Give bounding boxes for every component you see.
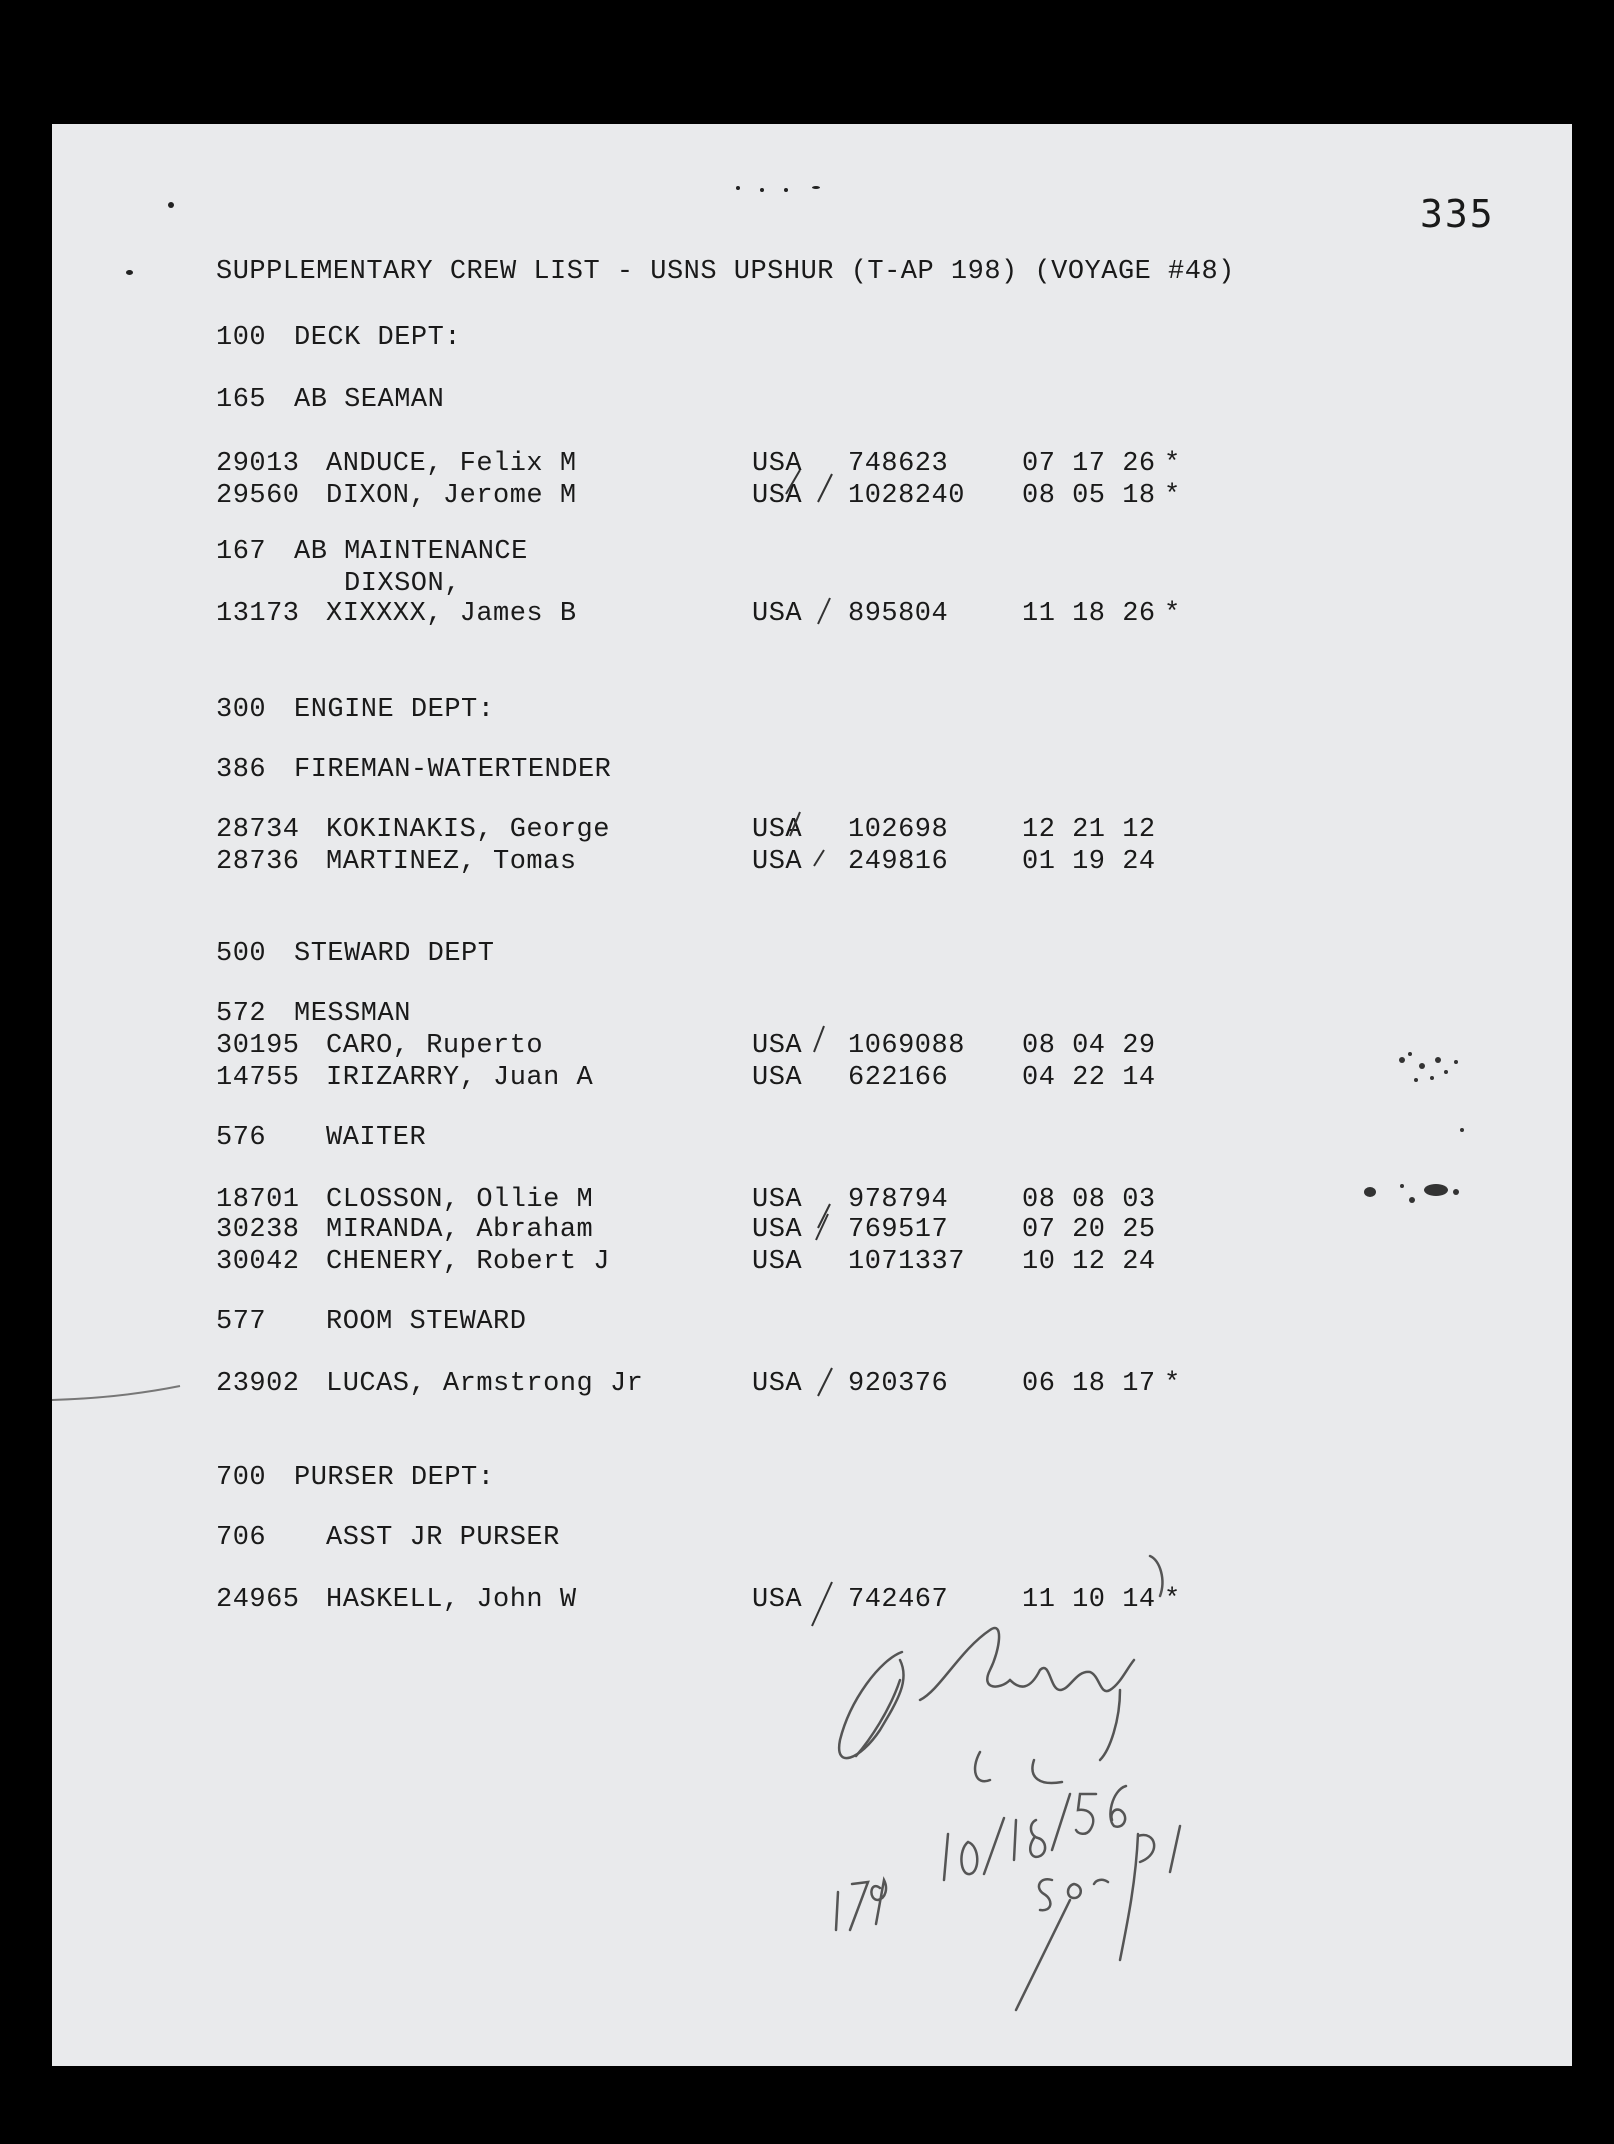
birth-date: 07 20 25 (1022, 1215, 1156, 1245)
asterisk-mark: * (1164, 449, 1181, 479)
rating-code: 572 (216, 999, 267, 1029)
crew-id: 28734 (216, 815, 300, 845)
rating-label: ASST JR PURSER (326, 1523, 560, 1553)
asterisk-mark: * (1164, 481, 1181, 511)
certificate-number: 769517 (848, 1215, 949, 1245)
dept-code: 500 (216, 939, 267, 969)
citizenship: USA (752, 449, 803, 479)
rating-label: AB SEAMAN (294, 385, 445, 415)
crew-id: 30042 (216, 1247, 300, 1277)
birth-date: 08 04 29 (1022, 1031, 1156, 1061)
rating-code: 167 (216, 537, 267, 567)
citizenship: USA (752, 1585, 803, 1615)
citizenship: USA (752, 1031, 803, 1061)
signature (839, 1556, 1162, 1783)
dept-code: 100 (216, 323, 267, 353)
birth-date: 12 21 12 (1022, 815, 1156, 845)
dept-label: DECK DEPT: (294, 323, 462, 353)
rating-code: 576 (216, 1123, 267, 1153)
crew-id: 23902 (216, 1369, 300, 1399)
page-number: 335 (1420, 192, 1495, 236)
certificate-number: 742467 (848, 1585, 949, 1615)
crew-name: LUCAS, Armstrong Jr (326, 1369, 644, 1399)
certificate-number: 920376 (848, 1369, 949, 1399)
asterisk-mark: * (1164, 1585, 1181, 1615)
crew-id: 24965 (216, 1585, 300, 1615)
citizenship: USA (752, 847, 803, 877)
name-correction: DIXSON, (344, 569, 461, 599)
certificate-number: 1069088 (848, 1031, 965, 1061)
certificate-number: 1071337 (848, 1247, 965, 1277)
crew-name: KOKINAKIS, George (326, 815, 610, 845)
dept-code: 300 (216, 695, 267, 725)
rating-code: 386 (216, 755, 267, 785)
rating-label: FIREMAN-WATERTENDER (294, 755, 612, 785)
pencil-stroke (52, 1386, 180, 1400)
birth-date: 08 05 18 (1022, 481, 1156, 511)
birth-date: 07 17 26 (1022, 449, 1156, 479)
birth-date: 11 10 14 (1022, 1585, 1156, 1615)
certificate-number: 102698 (848, 815, 949, 845)
crew-id: 29560 (216, 481, 300, 511)
certificate-number: 748623 (848, 449, 949, 479)
document-title: SUPPLEMENTARY CREW LIST - USNS UPSHUR (T-AP 198) (VOYAGE #48) (216, 257, 1235, 287)
crew-id: 28736 (216, 847, 300, 877)
rating-label: WAITER (326, 1123, 427, 1153)
crew-name: IRIZARRY, Juan A (326, 1063, 594, 1093)
birth-date: 11 18 26 (1022, 599, 1156, 629)
crew-id: 14755 (216, 1063, 300, 1093)
rating-label: ROOM STEWARD (326, 1307, 527, 1337)
citizenship: USA (752, 1063, 803, 1093)
crew-name: MIRANDA, Abraham (326, 1215, 594, 1245)
crew-name: MARTINEZ, Tomas (326, 847, 577, 877)
dept-label: ENGINE DEPT: (294, 695, 495, 725)
rating-label: AB MAINTENANCE (294, 537, 528, 567)
crew-id: 30195 (216, 1031, 300, 1061)
certificate-number: 1028240 (848, 481, 965, 511)
citizenship: USA (752, 1369, 803, 1399)
crew-name: DIXON, Jerome M (326, 481, 577, 511)
crew-name: CARO, Ruperto (326, 1031, 544, 1061)
crew-name: HASKELL, John W (326, 1585, 577, 1615)
citizenship: USA (752, 1185, 803, 1215)
dept-code: 700 (216, 1463, 267, 1493)
citizenship: USA (752, 599, 803, 629)
citizenship: USA (752, 815, 803, 845)
rating-code: 165 (216, 385, 267, 415)
birth-date: 04 22 14 (1022, 1063, 1156, 1093)
smudge-cluster (1364, 1052, 1464, 1203)
citizenship: USA (752, 1247, 803, 1277)
rating-code: 706 (216, 1523, 267, 1553)
crew-name: CLOSSON, Ollie M (326, 1185, 594, 1215)
certificate-number: 895804 (848, 599, 949, 629)
birth-date: 10 12 24 (1022, 1247, 1156, 1277)
crew-id: 13173 (216, 599, 300, 629)
asterisk-mark: * (1164, 599, 1181, 629)
asterisk-mark: * (1164, 1369, 1181, 1399)
certificate-number: 978794 (848, 1185, 949, 1215)
crew-id: 29013 (216, 449, 300, 479)
crew-name: XIXXXX, James B (326, 599, 577, 629)
certificate-number: 249816 (848, 847, 949, 877)
rating-code: 577 (216, 1307, 267, 1337)
crew-name: ANDUCE, Felix M (326, 449, 577, 479)
certificate-number: 622166 (848, 1063, 949, 1093)
dept-label: STEWARD DEPT (294, 939, 495, 969)
citizenship: USA (752, 481, 803, 511)
handwritten-notes (836, 1786, 1180, 2010)
citizenship: USA (752, 1215, 803, 1245)
birth-date: 01 19 24 (1022, 847, 1156, 877)
birth-date: 08 08 03 (1022, 1185, 1156, 1215)
check-marks (786, 470, 832, 1626)
crew-name: CHENERY, Robert J (326, 1247, 610, 1277)
crew-id: 18701 (216, 1185, 300, 1215)
crew-id: 30238 (216, 1215, 300, 1245)
rating-label: MESSMAN (294, 999, 411, 1029)
birth-date: 06 18 17 (1022, 1369, 1156, 1399)
dept-label: PURSER DEPT: (294, 1463, 495, 1493)
